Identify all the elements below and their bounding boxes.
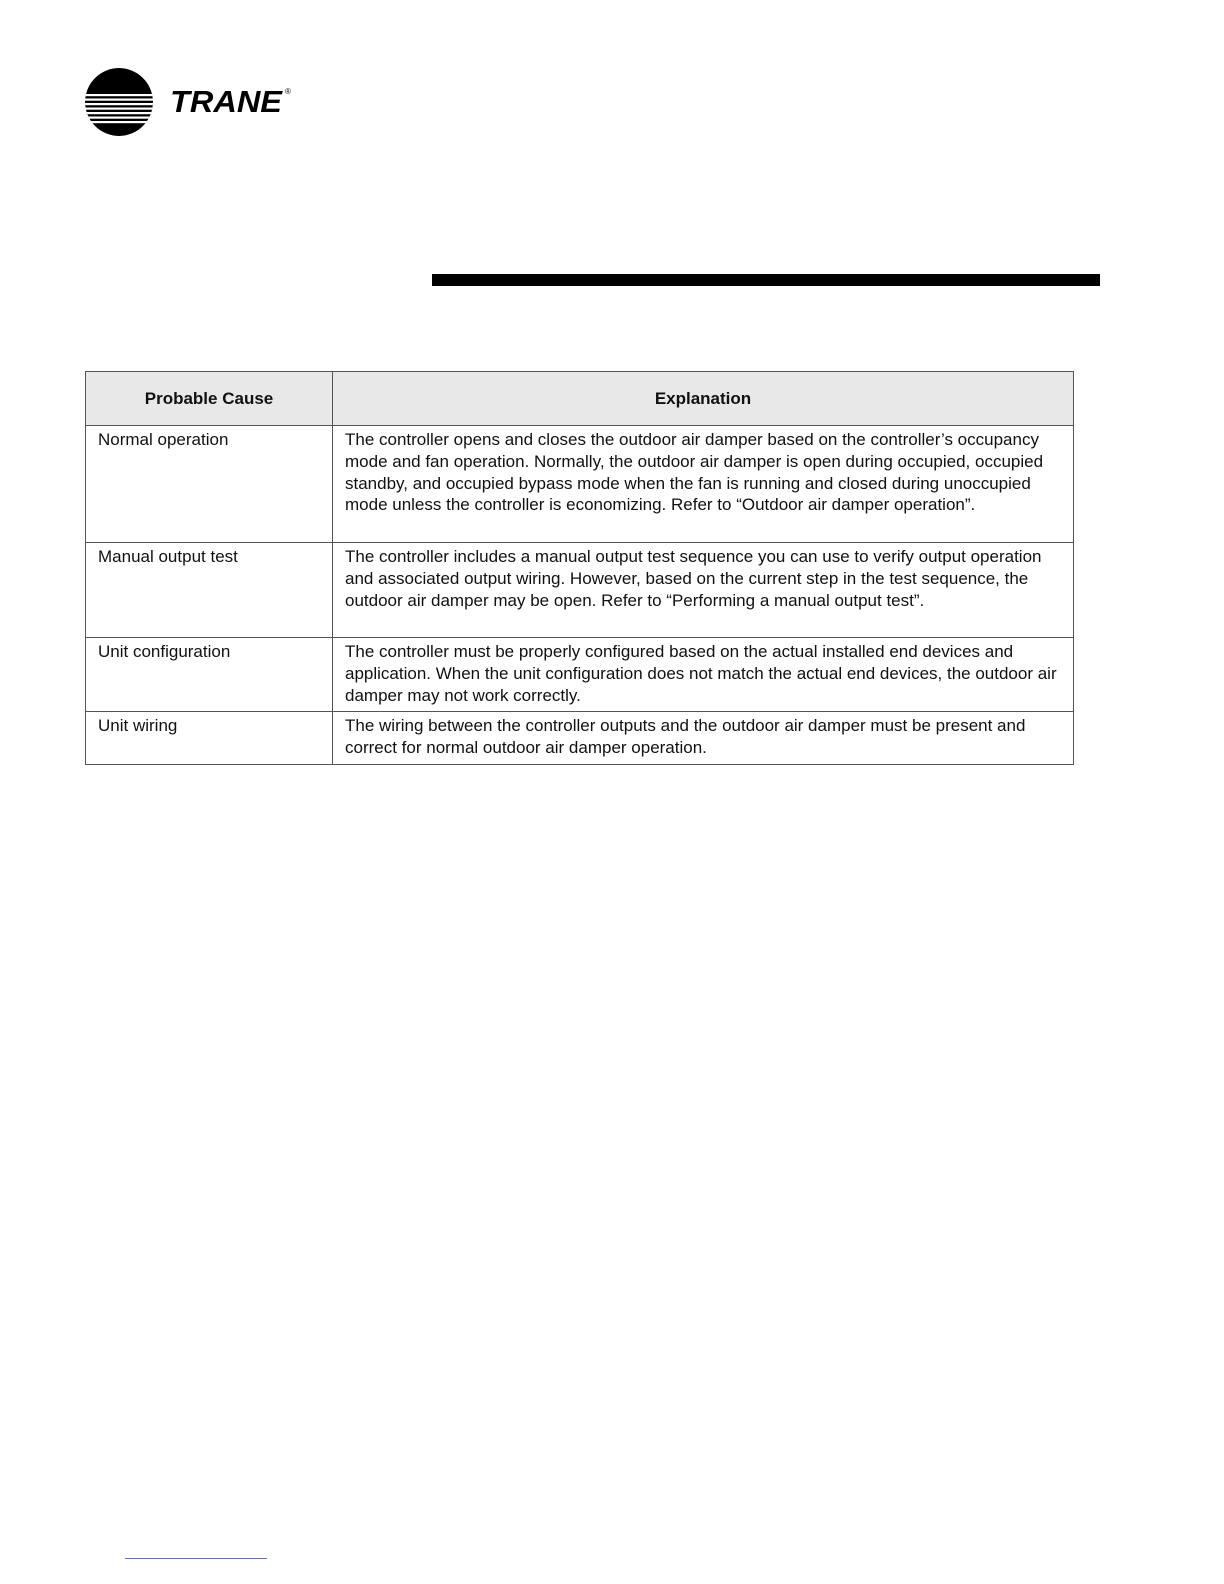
- cause-cell: Unit configuration: [86, 638, 333, 712]
- cause-cell: Unit wiring: [86, 712, 333, 765]
- probable-cause-table: [85, 371, 1074, 765]
- table-row: [86, 638, 1074, 712]
- cause-cell: Manual output test: [86, 543, 333, 638]
- table-header-row: [86, 372, 1074, 426]
- explanation-cell: The controller includes a manual output test sequence you can use to verify output operation and associated output wiring. However, based on the current step in the test sequence, the outdoor air damper may be open. Refer to “Performing a manual output test”.: [333, 543, 1074, 638]
- table-row: [86, 543, 1074, 638]
- trane-globe-icon: [84, 68, 154, 136]
- table-row: [86, 712, 1074, 765]
- cause-cell: Normal operation: [86, 426, 333, 543]
- explanation-cell: The wiring between the controller outputs and the outdoor air damper must be present and correct for normal outdoor air damper operation.: [333, 712, 1074, 765]
- trane-logo: [84, 67, 304, 139]
- footer-divider: [125, 1558, 267, 1559]
- header-probable-cause: Probable Cause: [86, 372, 333, 426]
- section-rule: [432, 274, 1100, 286]
- explanation-cell: The controller must be properly configured based on the actual installed end devices and application. When the unit configuration does not match the actual end devices, the outdoor air damper may not work correctly.: [333, 638, 1074, 712]
- explanation-cell: The controller opens and closes the outdoor air damper based on the controller’s occupancy mode and fan operation. Normally, the outdoor air damper is open during occupied, occupied standby, and occupied bypass mode when the fan is running and closed during unoccupied mode unless the controller is economizing. Refer to “Outdoor air damper operation”.: [333, 426, 1074, 543]
- header-explanation: Explanation: [333, 372, 1074, 426]
- registered-mark: ®: [285, 87, 291, 96]
- trane-wordmark: TRANE: [170, 84, 284, 119]
- table-row: [86, 426, 1074, 543]
